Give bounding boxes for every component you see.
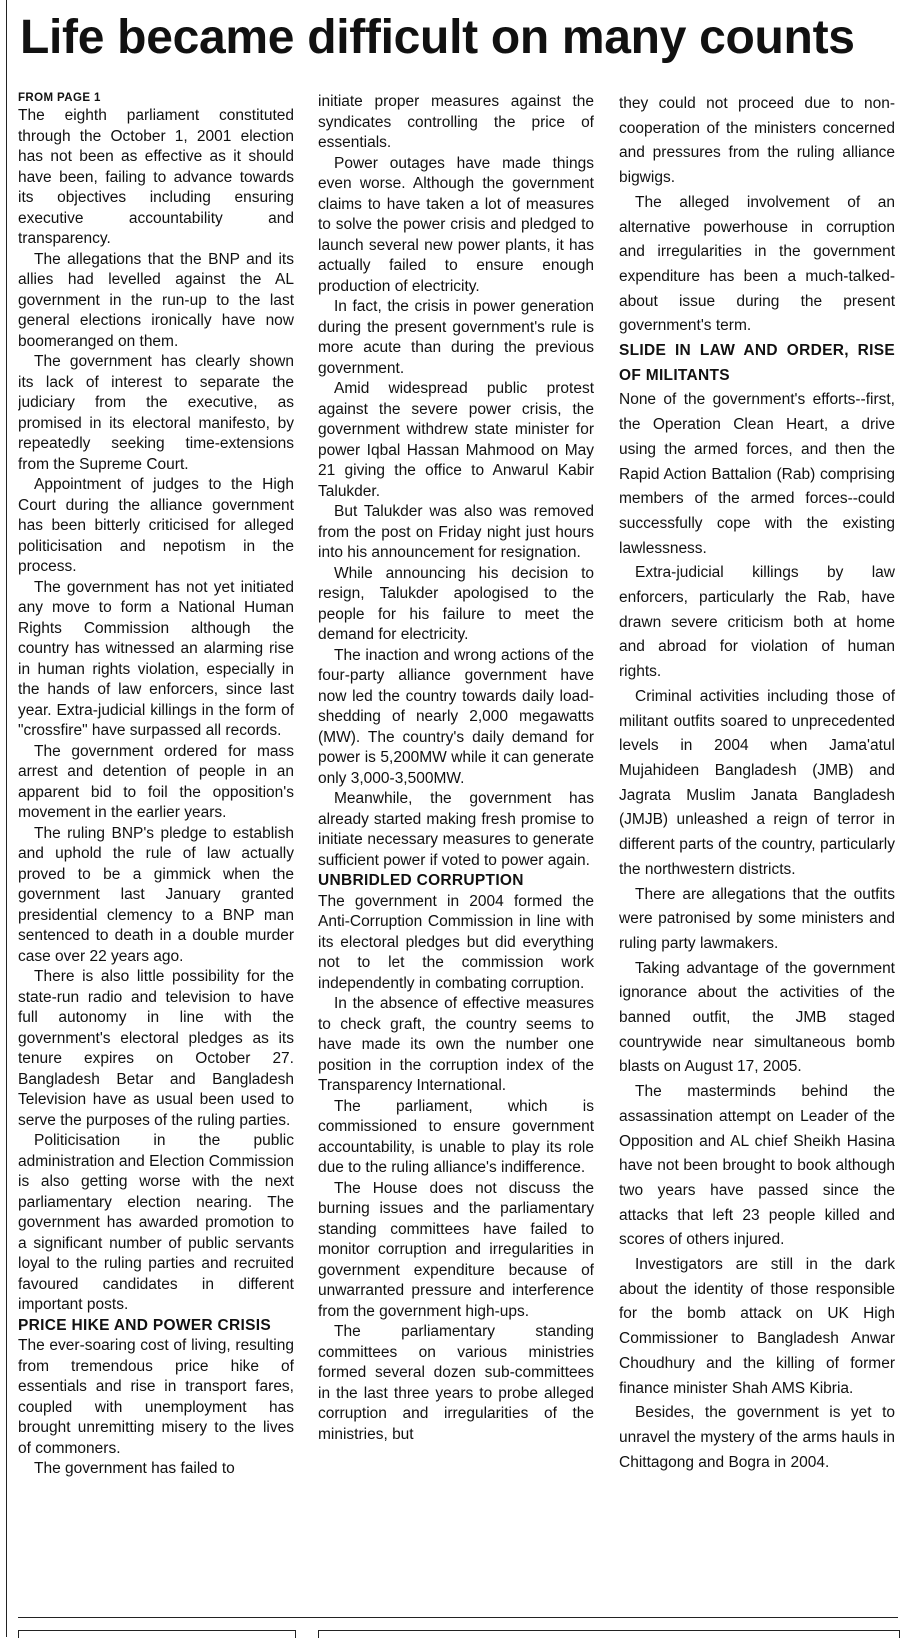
paragraph: Criminal activities including those of militant outfits soared to unprecedented levels in 2004 when Jama'atul Mujahideen Bangladesh (JMB) and Jagrata Muslim Janata Bangladesh (JMJB) unleashed a reign of terror in different parts of the country, particularly the northwestern districts. bbox=[619, 687, 895, 878]
paragraph: The ruling BNP's pledge to establish and uphold the rule of law actually proved to be a gimmick when the government last January granted presidential clemency to a BNP man sentenced to death in a double murder case over 22 years ago. bbox=[18, 824, 294, 965]
paragraph: In fact, the crisis in power generation during the present government's rule is more acute than during the previous government. bbox=[318, 298, 594, 377]
paragraph: The government ordered for mass arrest and detention of people in an apparent bid to foil the opposition's movement in the earlier years. bbox=[18, 742, 294, 821]
paragraph: Appointment of judges to the High Court during the alliance government has been bitterly criticised for alleged politicisation and nepotism in the process. bbox=[18, 476, 294, 575]
paragraph: The eighth parliament constituted through the October 1, 2001 election has not been as effective as it should have been, failing to advance towards its objectives including ensuring executive accountability and transparency. bbox=[18, 107, 294, 247]
article-column-2 bbox=[318, 92, 594, 1445]
paragraph: None of the government's efforts--first, the Operation Clean Heart, a drive using the armed forces, and then the Rapid Action Battalion (Rab) comprising members of the armed forces--could successfully cope with the existing lawlessness. bbox=[619, 391, 895, 557]
paragraph: The alleged involvement of an alternative powerhouse in corruption and irregularities in the government expenditure has been a much-talked-about issue during the present government's term. bbox=[619, 193, 895, 335]
paragraph: The government has failed to bbox=[34, 1460, 235, 1477]
paragraph: Besides, the government is yet to unravel the mystery of the arms hauls in Chittagong and Bogra in 2004. bbox=[619, 1404, 895, 1471]
paragraph: There is also little possibility for the state-run radio and television to have full autonomy in line with the government's electoral pledges as its tenure expires on October 27. Bangladesh Betar and Bangladesh Television have as usual been used to serve the purposes of the ruling parties. bbox=[18, 968, 294, 1129]
paragraph: The ever-soaring cost of living, resulting from tremendous price hike of essentials and rise in transport fares, coupled with unemployment has brought unremitting misery to the lives of commoners. bbox=[18, 1337, 294, 1457]
paragraph: Meanwhile, the government has already started making fresh promise to initiate necessary measures to generate sufficient power if voted to power again. bbox=[318, 790, 594, 869]
left-rule bbox=[6, 0, 7, 1637]
paragraph: The government has clearly shown its lack of interest to separate the judiciary from the executive, as promised in its electoral manifesto, by repeatedly seeking time-extensions from the Supreme Court. bbox=[18, 353, 294, 473]
paragraph: The House does not discuss the burning issues and the parliamentary standing committees have failed to monitor corruption and irregularities in government expenditure because of unwarranted pressure and interference from the government high-ups. bbox=[318, 1179, 594, 1320]
paragraph: The masterminds behind the assassination attempt on Leader of the Opposition and AL chief Sheikh Hasina have not been brought to book although two years have passed since the attacks that left 23 people killed and scores of others injured. bbox=[619, 1083, 895, 1249]
paragraph: Power outages have made things even worse. Although the government claims to have taken a lot of measures to solve the power crisis and pledged to launch several new power plants, it has actually failed to ensure enough production of electricity. bbox=[318, 154, 594, 295]
section-heading: SLIDE IN LAW AND ORDER, RISE OF MILITANTS bbox=[619, 342, 895, 384]
paragraph: they could not proceed due to non-cooperation of the ministers concerned and pressures from the ruling alliance bigwigs. bbox=[619, 95, 895, 187]
paragraph: Politicisation in the public administration and Election Commission is also getting worse with the next parliamentary election nearing. The government has awarded promotion to a significant number of public servants loyal to the ruling parties and recruited favoured candidates in different important posts. bbox=[18, 1132, 294, 1313]
bottom-rule bbox=[18, 1617, 898, 1618]
paragraph: The government in 2004 formed the Anti-Corruption Commission in line with its electoral pledges but did everything not to let the commission work independently in combating corruption. bbox=[318, 892, 594, 992]
article-column-3 bbox=[619, 92, 895, 1475]
from-page-label: FROM PAGE 1 bbox=[18, 92, 101, 104]
paragraph: There are allegations that the outfits were patronised by some ministers and ruling party lawmakers. bbox=[619, 885, 895, 952]
headline: Life became difficult on many counts bbox=[20, 11, 855, 64]
paragraph: Extra-judicial killings by law enforcers, particularly the Rab, have drawn severe criticism both at home and abroad for violation of human rights. bbox=[619, 564, 895, 681]
article-column-1 bbox=[18, 92, 294, 1480]
paragraph: In the absence of effective measures to check graft, the country seems to have made its own the number one position in the corruption index of the Transparency International. bbox=[318, 995, 594, 1094]
section-heading: UNBRIDLED CORRUPTION bbox=[318, 872, 524, 889]
paragraph: While announcing his decision to resign, Talukder apologised to the people for his failure to meet the demand for electricity. bbox=[318, 564, 594, 643]
section-heading: PRICE HIKE AND POWER CRISIS bbox=[18, 1316, 271, 1334]
paragraph: initiate proper measures against the syndicates controlling the price of essentials. bbox=[318, 93, 594, 151]
paragraph: Taking advantage of the government ignorance about the activities of the banned outfit, the JMB staged countrywide near simultaneous bomb blasts on August 17, 2005. bbox=[619, 959, 895, 1076]
paragraph: The inaction and wrong actions of the four-party alliance government have now led the country towards daily load-shedding of nearly 2,000 megawatts (MW). The country's daily demand for power is 5,200MW while it can generate only 3,000-3,500MW. bbox=[318, 646, 594, 787]
paragraph: But Talukder was also was removed from the post on Friday night just hours into his announcement for resignation. bbox=[318, 503, 594, 561]
paragraph: The allegations that the BNP and its allies had levelled against the AL government in the run-up to the last general elections ironically have now boomeranged on them. bbox=[18, 250, 294, 350]
paragraph: The government has not yet initiated any move to form a National Human Rights Commission although the country has witnessed an alarming rise in human rights violation, especially in the hands of law enforcers, since last year. Extra-judicial killings in the form of "crossfire" have surpassed all records. bbox=[18, 578, 294, 739]
paragraph: The parliament, which is commissioned to ensure government accountability, is unable to play its role due to the ruling alliance's indifference. bbox=[318, 1097, 594, 1176]
paragraph: The parliamentary standing committees on various ministries formed several dozen sub-committees in the last three years to probe alleged corruption and irregularities of the ministries, but bbox=[318, 1323, 594, 1443]
paragraph: Investigators are still in the dark about the identity of those responsible for the bomb attack on UK High Commissioner to Bangladesh Anwar Choudhury and the killing of former finance minister Shah AMS Kibria. bbox=[619, 1256, 895, 1397]
paragraph: Amid widespread public protest against the severe power crisis, the government withdrew state minister for power Iqbal Hassan Mahmood on May 21 giving the office to Anwarul Kabir Talukder. bbox=[318, 380, 594, 500]
